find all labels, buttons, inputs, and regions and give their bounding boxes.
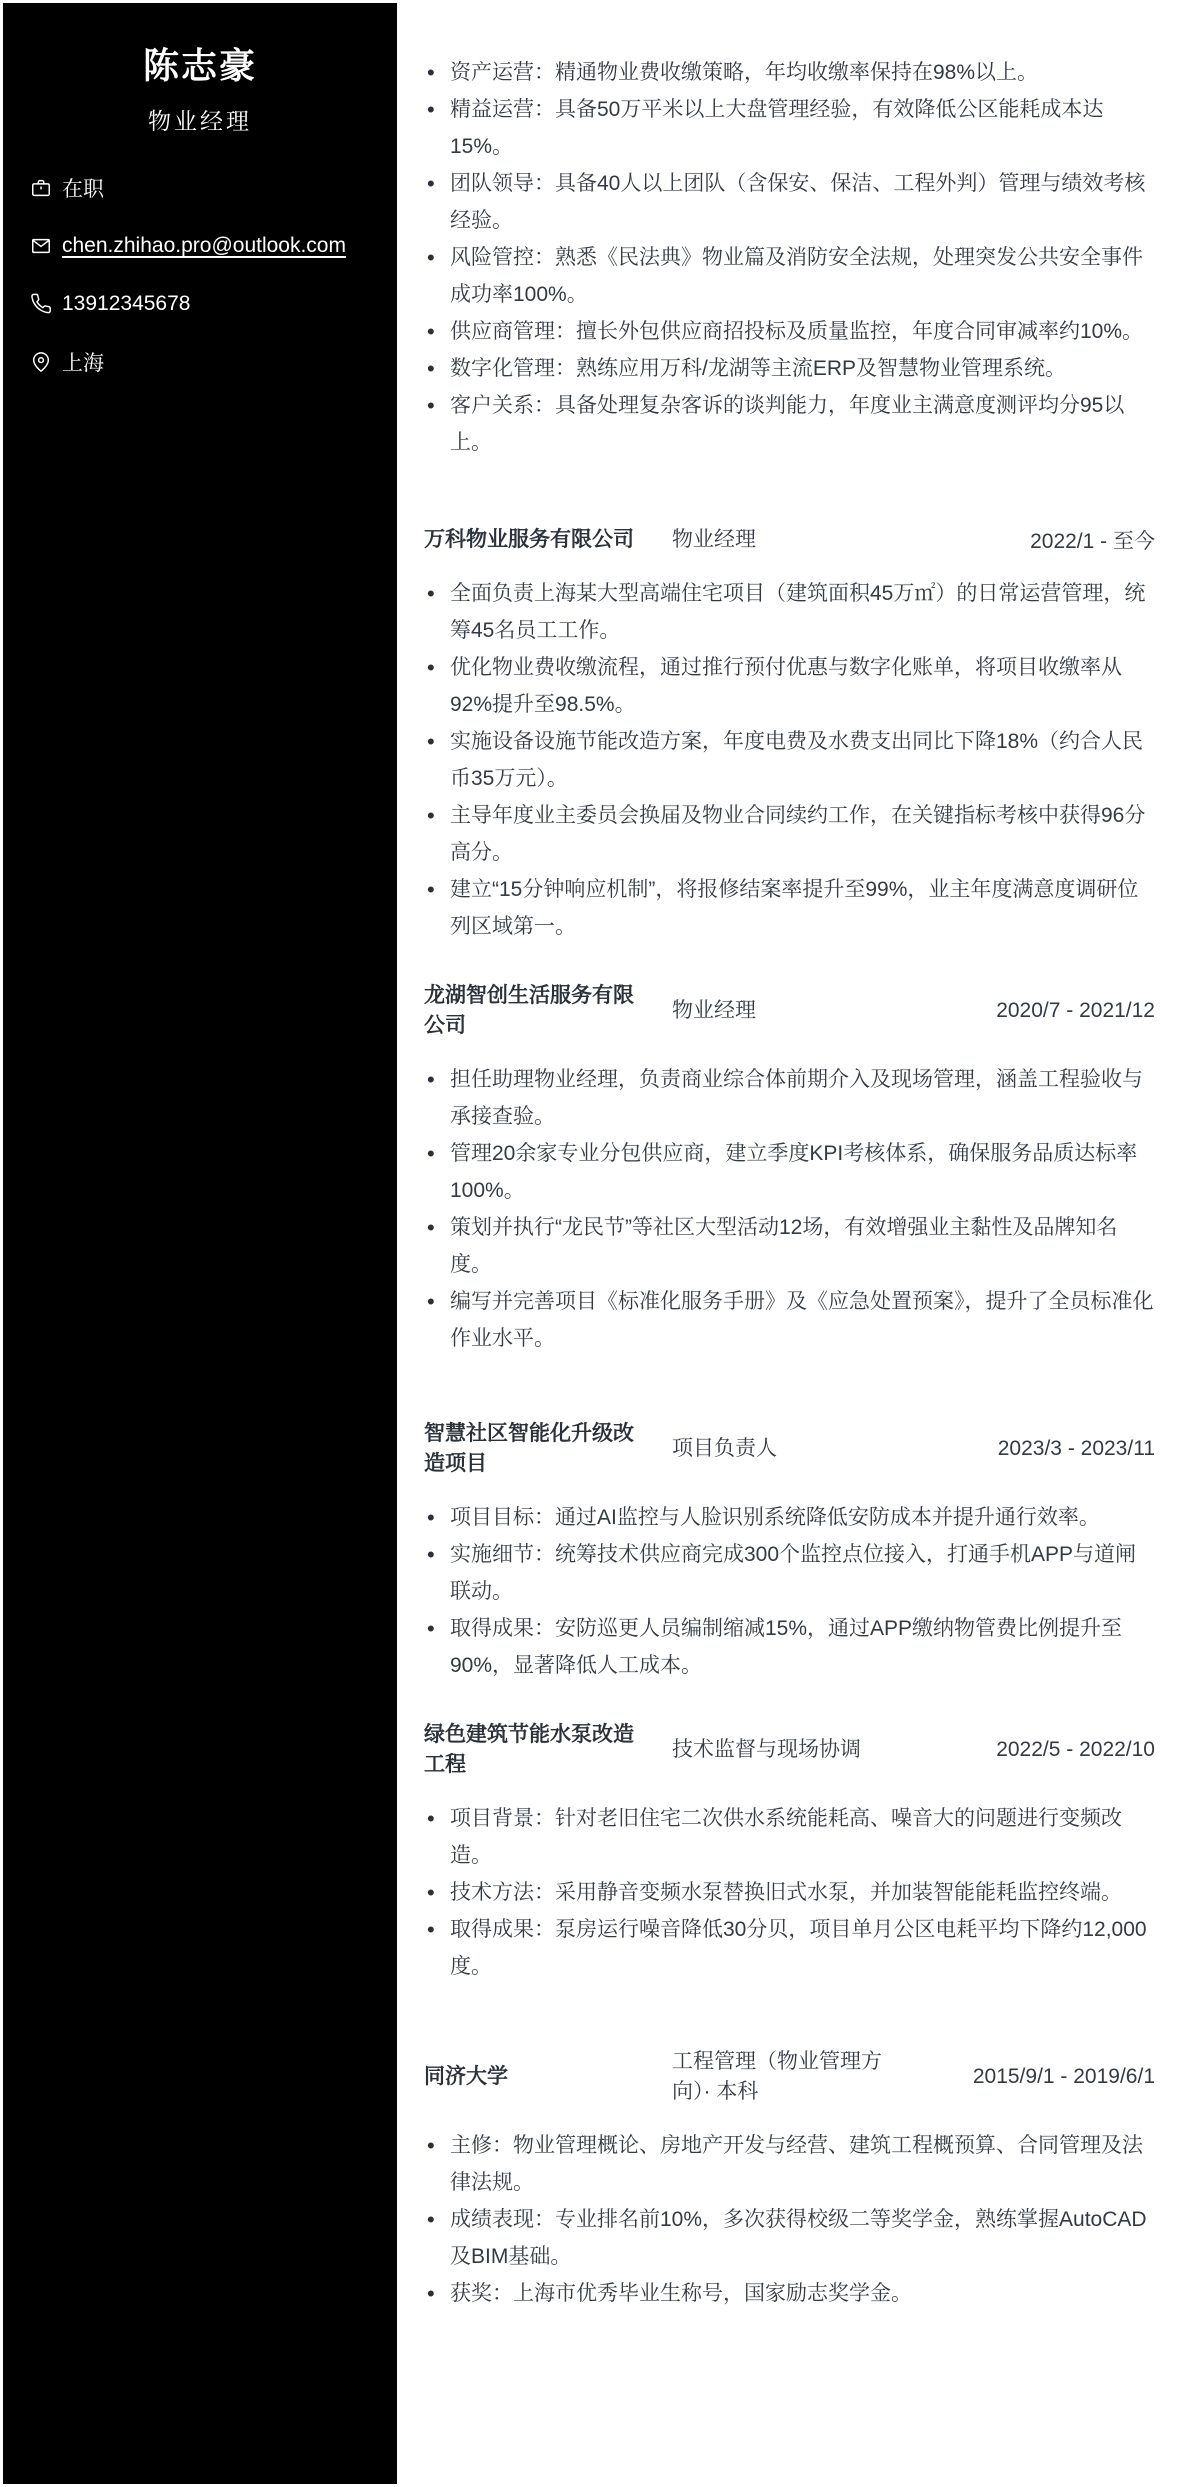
project-entry <box>424 1419 1155 1684</box>
project-header <box>424 1720 1155 1780</box>
employment-status: 在职 <box>62 178 104 200</box>
experience-bullet: • 建立“15分钟响应机制”，将报修结案率提升至99%，业主年度满意度调研位列区域第一。 <box>424 871 1155 945</box>
summary-bullet: • 客户关系：具备处理复杂客诉的谈判能力，年度业主满意度测评均分95以上。 <box>424 387 1155 461</box>
company-name: 万科物业服务有限公司 <box>424 528 634 551</box>
experience-bullet: • 优化物业费收缴流程，通过推行预付优惠与数字化账单，将项目收缴率从92%提升至98.5%。 <box>424 649 1155 723</box>
summary-bullet: • 风险管控：熟悉《民法典》物业篇及消防安全法规，处理突发公共安全事件成功率100%。 <box>424 239 1155 313</box>
experience-bullets <box>424 575 1155 945</box>
briefcase-icon <box>30 177 52 199</box>
education-section <box>424 2047 1155 2312</box>
summary-bullet: • 资产运营：精通物业费收缴策略，年均收缴率保持在98%以上。 <box>424 54 1155 91</box>
project-bullet: • 取得成果：安防巡更人员编制缩减15%，通过APP缴纳物管费比例提升至90%，显著降低人工成本。 <box>424 1610 1155 1684</box>
summary-section <box>424 54 1155 461</box>
experience-bullet: • 担任助理物业经理，负责商业综合体前期介入及现场管理，涵盖工程验收与承接查验。 <box>424 1061 1155 1135</box>
role-title: 物业经理 <box>672 999 756 1022</box>
project-bullet: • 实施细节：统筹技术供应商完成300个监控点位接入，打通手机APP与道闸联动。 <box>424 1536 1155 1610</box>
experience-bullet: • 全面负责上海某大型高端住宅项目（建筑面积45万㎡）的日常运营管理，统筹45名员工工作。 <box>424 575 1155 649</box>
project-bullet: • 取得成果：泵房运行噪音降低30分贝，项目单月公区电耗平均下降约12,000度。 <box>424 1911 1155 1985</box>
education-bullet: • 成绩表现：专业排名前10%，多次获得校级二等奖学金，熟练掌握AutoCAD及BIM基础。 <box>424 2201 1155 2275</box>
experience-bullet: • 策划并执行“龙民节”等社区大型活动12场，有效增强业主黏性及品牌知名度。 <box>424 1209 1155 1283</box>
education-bullet: • 获奖：上海市优秀毕业生称号，国家励志奖学金。 <box>424 2275 1155 2312</box>
employment-status-row <box>3 176 397 200</box>
project-bullet: • 技术方法：采用静音变频水泵替换旧式水泵，并加装智能能耗监控终端。 <box>424 1874 1155 1911</box>
experience-section <box>424 525 1155 1357</box>
contact-list <box>3 176 397 374</box>
project-role: 技术监督与现场协调 <box>672 1738 861 1761</box>
project-bullet: • 项目背景：针对老旧住宅二次供水系统能耗高、噪音大的问题进行变频改造。 <box>424 1800 1155 1874</box>
summary-bullet: • 供应商管理：擅长外包供应商招投标及质量监控，年度合同审减率约10%。 <box>424 313 1155 350</box>
experience-bullet: • 编写并完善项目《标准化服务手册》及《应急处置预案》，提升了全员标准化作业水平。 <box>424 1283 1155 1357</box>
summary-bullet: • 团队领导：具备40人以上团队（含保安、保洁、工程外判）管理与绩效考核经验。 <box>424 165 1155 239</box>
location-pin-icon <box>30 351 52 373</box>
main-content <box>397 0 1191 2352</box>
project-header <box>424 1419 1155 1479</box>
project-entry <box>424 1720 1155 1985</box>
education-entry <box>424 2047 1155 2312</box>
date-range: 2022/5 - 2022/10 <box>996 1738 1155 1761</box>
project-bullets <box>424 1800 1155 1985</box>
project-bullets <box>424 1499 1155 1684</box>
project-bullet: • 项目目标：通过AI监控与人脸识别系统降低安防成本并提升通行效率。 <box>424 1499 1155 1536</box>
project-name: 绿色建筑节能水泵改造工程 <box>424 1723 634 1776</box>
candidate-title: 物业经理 <box>148 108 252 134</box>
phone-row <box>3 292 397 316</box>
role-title: 物业经理 <box>672 528 756 551</box>
project-role: 项目负责人 <box>672 1437 777 1460</box>
school-name: 同济大学 <box>424 2065 508 2088</box>
email-link[interactable]: chen.zhihao.pro@outlook.com <box>62 234 346 257</box>
summary-bullet: • 精益运营：具备50万平米以上大盘管理经验，有效降低公区能耗成本达15%。 <box>424 91 1155 165</box>
experience-bullets <box>424 1061 1155 1357</box>
sidebar <box>3 3 397 2484</box>
experience-bullet: • 主导年度业主委员会换届及物业合同续约工作，在关键指标考核中获得96分高分。 <box>424 797 1155 871</box>
date-range: 2020/7 - 2021/12 <box>996 999 1155 1022</box>
experience-header <box>424 981 1155 1041</box>
company-name: 龙湖智创生活服务有限公司 <box>424 984 634 1037</box>
summary-bullet: • 数字化管理：熟练应用万科/龙湖等主流ERP及智慧物业管理系统。 <box>424 350 1155 387</box>
experience-header <box>424 525 1155 555</box>
degree-title: 工程管理（物业管理方向）· 本科 <box>672 2050 882 2103</box>
mail-icon <box>30 235 52 257</box>
experience-bullet: • 实施设备设施节能改造方案，年度电费及水费支出同比下降18%（约合人民币35万元）。 <box>424 723 1155 797</box>
location-text: 上海 <box>62 352 104 374</box>
projects-section <box>424 1419 1155 1985</box>
experience-bullet: • 管理20余家专业分包供应商，建立季度KPI考核体系，确保服务品质达标率100%。 <box>424 1135 1155 1209</box>
experience-entry <box>424 525 1155 945</box>
email-row <box>3 234 397 258</box>
phone-number: 13912345678 <box>62 292 191 315</box>
date-range: 2022/1 - 至今 <box>1030 530 1155 553</box>
location-row <box>3 350 397 374</box>
project-name: 智慧社区智能化升级改造项目 <box>424 1422 634 1475</box>
education-header <box>424 2047 1155 2107</box>
education-bullets <box>424 2127 1155 2312</box>
phone-icon <box>30 293 52 315</box>
candidate-name: 陈志豪 <box>142 45 257 86</box>
education-bullet: • 主修：物业管理概论、房地产开发与经营、建筑工程概预算、合同管理及法律法规。 <box>424 2127 1155 2201</box>
date-range: 2023/3 - 2023/11 <box>997 1437 1155 1460</box>
date-range: 2015/9/1 - 2019/6/1 <box>972 2065 1155 2088</box>
experience-entry <box>424 981 1155 1357</box>
